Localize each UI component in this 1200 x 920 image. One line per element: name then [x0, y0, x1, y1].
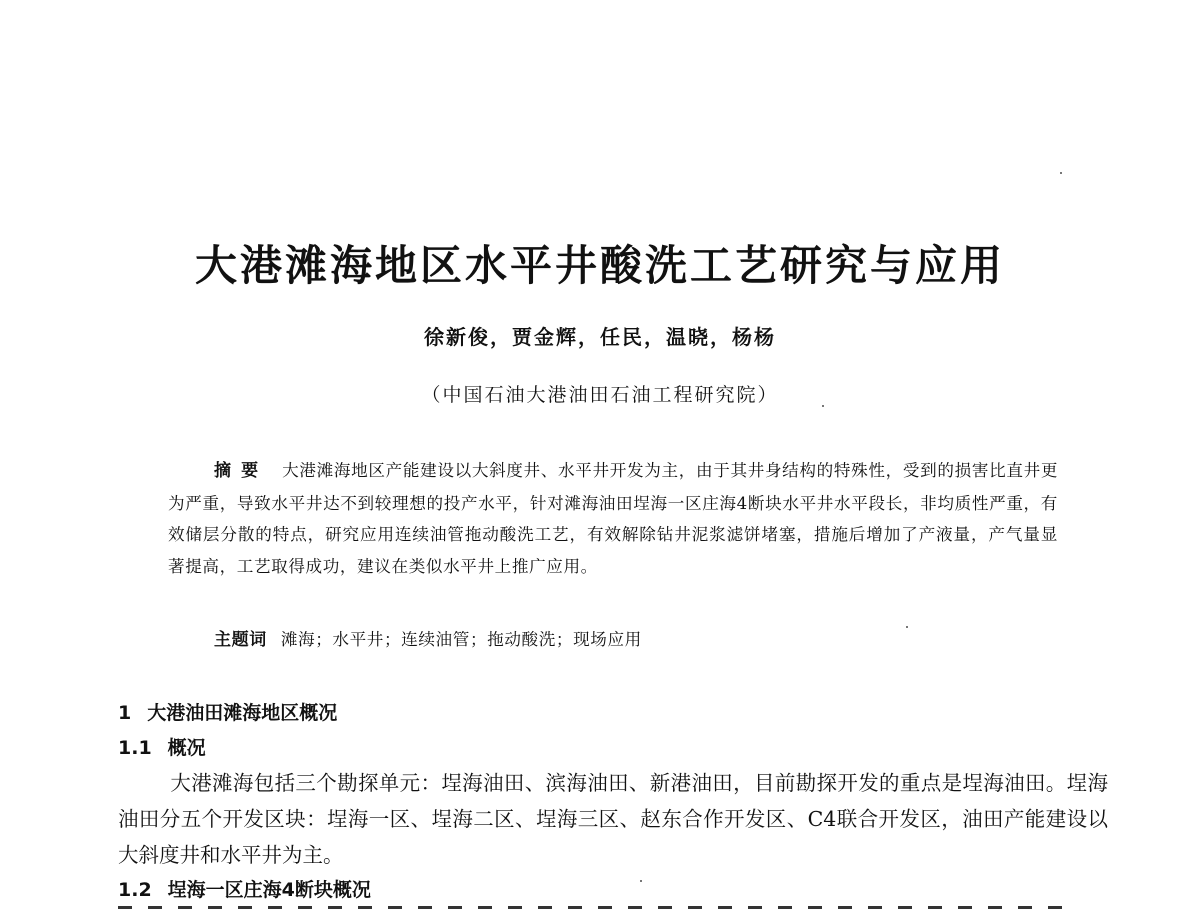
author-list: 徐新俊，贾金辉，任民，温晓，杨杨 [424, 325, 776, 349]
section-title: 概况 [167, 737, 206, 759]
section-number: 1 [118, 702, 132, 724]
section-heading-1-2 [118, 876, 371, 904]
scan-speck [906, 626, 908, 628]
section-heading-1 [118, 699, 337, 727]
keywords-label: 主题词 [214, 630, 267, 650]
abstract-label: 摘要 [214, 461, 269, 481]
paper-title: 大港滩海地区水平井酸洗工艺研究与应用 [194, 241, 1005, 290]
keywords [214, 625, 1054, 655]
truncated-text-line [118, 906, 1108, 920]
section-body-1-1 [118, 765, 1108, 873]
scan-speck [822, 405, 824, 407]
scan-speck [1060, 172, 1062, 174]
scan-speck [640, 880, 642, 882]
abstract-text: 大港滩海地区产能建设以大斜度井、水平井开发为主，由于其井身结构的特殊性，受到的损害比直井更为严重，导致水平井达不到较理想的投产水平，针对滩海油田埕海一区庄海4断块水平井水平段长，非均质性严重，有效储层分散的特点，研究应用连续油管拖动酸洗工艺，有效解除钻井泥浆滤饼堵塞，措施后增加了产液量，产气量显著提高，工艺取得成功，建议在类似水平井上推广应用。 [168, 461, 1059, 576]
section-title: 埕海一区庄海4断块概况 [167, 879, 371, 901]
affiliation: （中国石油大港油田石油工程研究院） [421, 384, 779, 406]
paragraph-text: 大港滩海包括三个勘探单元：埕海油田、滨海油田、新港油田，目前勘探开发的重点是埕海油田。埕海油田分五个开发区块：埕海一区、埕海二区、埕海三区、赵东合作开发区、C4联合开发区，油田产能建设以大斜度井和水平井为主。 [118, 771, 1108, 867]
keywords-text: 滩海；水平井；连续油管；拖动酸洗；现场应用 [280, 630, 642, 649]
abstract [168, 455, 1058, 582]
section-number: 1.2 [118, 879, 152, 901]
section-heading-1-1 [118, 734, 206, 762]
section-title: 大港油田滩海地区概况 [147, 702, 338, 724]
section-number: 1.1 [118, 737, 152, 759]
